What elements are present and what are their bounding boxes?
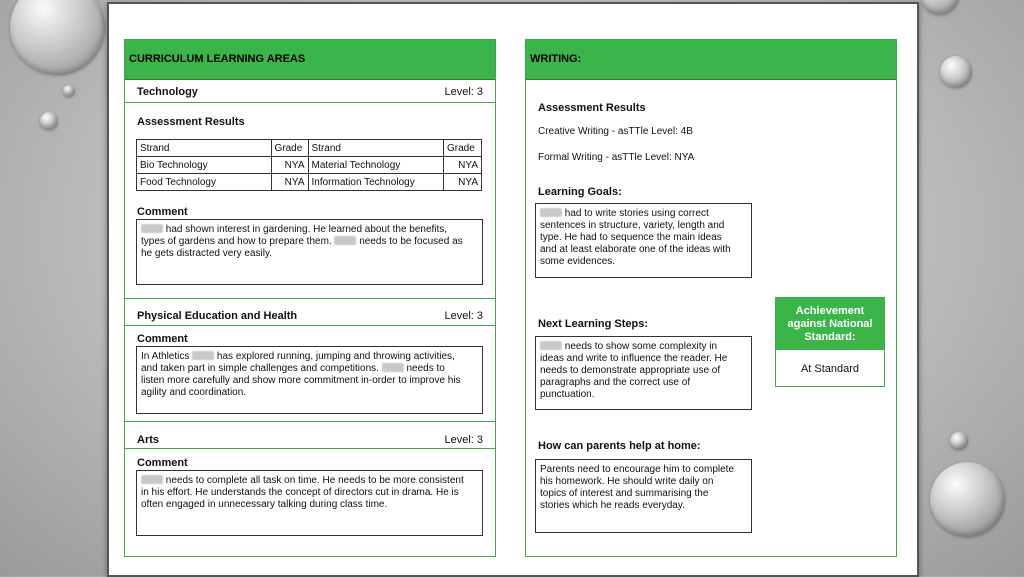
decorative-drop — [940, 56, 972, 88]
technology-title: Technology — [137, 86, 198, 98]
comment-line: listen more carefully and show more commitment in-order to improve his — [141, 375, 461, 386]
redacted-name — [540, 341, 562, 350]
technology-comment-box — [136, 219, 483, 285]
parents-line: stories which he reads everyday. — [540, 500, 685, 511]
table-cell: NYA — [271, 174, 308, 191]
comment-text: needs to — [403, 363, 445, 374]
next-line: needs to demonstrate appropriate use of — [540, 365, 721, 376]
comment-label: Comment — [137, 457, 188, 469]
comment-line — [141, 475, 478, 487]
next-line — [540, 341, 747, 353]
comment-label: Comment — [137, 206, 188, 218]
assessment-results-label: Assessment Results — [538, 102, 646, 114]
assessment-results-label: Assessment Results — [137, 116, 245, 128]
goals-line — [540, 208, 747, 220]
comment-line — [141, 236, 478, 248]
technology-grades-table — [136, 139, 482, 191]
goals-line: some evidences. — [540, 256, 616, 267]
next-line: punctuation. — [540, 389, 595, 400]
goals-line: and at least elaborate one of the ideas with — [540, 244, 731, 255]
arts-title-bar — [125, 422, 495, 449]
comment-label: Comment — [137, 333, 188, 345]
pe-title: Physical Education and Health — [137, 310, 298, 322]
technology-level: Level: 3 — [444, 86, 483, 98]
next-text: needs to show some complexity in — [562, 341, 718, 352]
next-line: ideas and write to influence the reader. He — [540, 353, 728, 364]
redacted-name — [192, 351, 214, 360]
table-cell: Food Technology — [137, 174, 272, 191]
report-page — [107, 2, 919, 577]
pe-level: Level: 3 — [444, 310, 483, 322]
parents-help-label: How can parents help at home: — [538, 440, 701, 452]
comment-text: and taken part in simple challenges and competitions. — [141, 363, 382, 374]
next-line: paragraphs and the correct use of — [540, 377, 691, 388]
achievement-box — [775, 297, 885, 387]
goals-line: sentences in structure, variety, length and — [540, 220, 725, 231]
arts-level: Level: 3 — [444, 434, 483, 446]
pe-comment-box — [136, 346, 483, 414]
comment-text: In Athletics — [141, 351, 193, 362]
decorative-drop — [950, 432, 968, 450]
comment-line: in his effort. He understands the concept of directors cut in drama. He is — [141, 487, 459, 498]
curriculum-panel — [124, 39, 496, 557]
redacted-name — [141, 224, 163, 233]
writing-header: WRITING: — [526, 40, 896, 80]
creative-writing-result: Creative Writing - asTTle Level: 4B — [538, 126, 693, 137]
col-header: Grade — [271, 140, 308, 157]
comment-text: has explored running, jumping and throwing activities, — [214, 351, 455, 362]
redacted-name — [382, 363, 404, 372]
comment-text: had shown interest in gardening. He learned about the benefits, — [163, 224, 448, 235]
decorative-drop — [63, 85, 75, 97]
decorative-drop — [40, 112, 58, 130]
comment-line: he gets distracted very easily. — [141, 248, 272, 259]
table-cell: NYA — [444, 174, 482, 191]
comment-line: often engaged in unnecessary talking during class time. — [141, 499, 388, 510]
col-header: Strand — [308, 140, 444, 157]
comment-text: needs to be focused as — [356, 236, 463, 247]
redacted-name — [141, 475, 163, 484]
comment-line — [141, 224, 478, 236]
learning-goals-box — [535, 203, 752, 278]
pe-title-bar — [125, 299, 495, 326]
curriculum-header: CURRICULUM LEARNING AREAS — [125, 40, 495, 80]
table-cell: Material Technology — [308, 157, 444, 174]
arts-section — [125, 421, 495, 556]
next-steps-label: Next Learning Steps: — [538, 318, 649, 330]
table-cell: Information Technology — [308, 174, 444, 191]
technology-section — [125, 80, 495, 298]
comment-line — [141, 351, 478, 363]
decorative-drop — [930, 462, 1005, 537]
table-header-row — [137, 140, 482, 157]
parents-line: Parents need to encourage him to complete — [540, 464, 735, 475]
comment-text: types of gardens and how to prepare them. — [141, 236, 335, 247]
redacted-name — [334, 236, 356, 245]
table-cell: NYA — [444, 157, 482, 174]
learning-goals-label: Learning Goals: — [538, 186, 622, 198]
arts-title: Arts — [137, 434, 160, 446]
next-steps-box — [535, 336, 752, 410]
decorative-drop — [10, 0, 105, 75]
decorative-drop — [920, 0, 960, 15]
table-row — [137, 157, 482, 174]
goals-text: had to write stories using correct — [562, 208, 709, 219]
table-cell: NYA — [271, 157, 308, 174]
formal-writing-result: Formal Writing - asTTle Level: NYA — [538, 152, 695, 163]
arts-comment-box — [136, 470, 483, 536]
table-cell: Bio Technology — [137, 157, 272, 174]
redacted-name — [540, 208, 562, 217]
achievement-value: At Standard — [800, 363, 860, 375]
table-row — [137, 174, 482, 191]
comment-line: agility and coordination. — [141, 387, 247, 398]
achievement-title: Achievement against National Standard: — [776, 298, 884, 350]
pe-section — [125, 298, 495, 421]
parents-help-box — [535, 459, 752, 533]
parents-line: topics of interest and summarising the — [540, 488, 709, 499]
parents-line: his homework. He should write daily on — [540, 476, 714, 487]
comment-line — [141, 363, 478, 375]
col-header: Grade — [444, 140, 482, 157]
col-header: Strand — [137, 140, 272, 157]
comment-text: needs to complete all task on time. He needs to be more consistent — [163, 475, 464, 486]
technology-title-bar — [125, 80, 495, 103]
goals-line: type. He had to sequence the main ideas — [540, 232, 722, 243]
